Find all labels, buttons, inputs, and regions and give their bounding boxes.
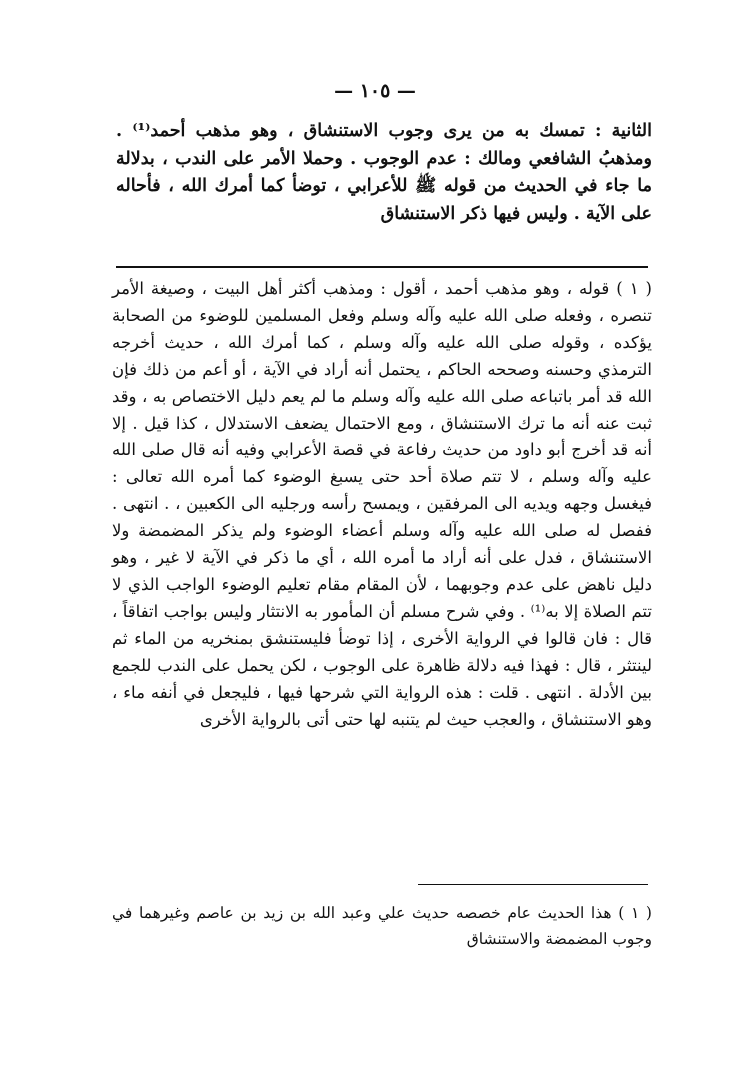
commentary-paragraph: ( ١ ) قوله ، وهو مذهب أحمد ، أقول : ومذهب أكثر أهل البيت ، وصيغة الأمر تنصره ، وفعله صلى الله عليه وآله وسلم وفعل المسلمين للوضوء من الصحابة يؤكده ، وقوله صلى الله عليه وآله وسلم ، كما أمرك الله ، حديث أخرجه الترمذي وحسنه وصححه الحاكم ، يحتمل أنه أراد في الآية ، أو أعم من ذلك فإن الله قد أمر باتباعه صلى الله عليه وآله وسلم ما لم يعم دليل الاختصاص به ، وقد ثبت عنه أنه ما ترك الاستنشاق ، ومع الاحتمال يضعف الاستدلال ، كذا قيل . إلا أنه قد أخرج أبو داود من حديث رفاعة في قصة الأعرابي وفيه أنه قال صلى الله عليه وآله وسلم ، لا تتم صلاة أحد حتى يسبغ الوضوء كما أمره الله تعالى : فيغسل وجهه ويديه الى المرفقين ، ويمسح رأسه ورجليه الى الكعبين ، . انتهى . ففصل له صلى الله عليه وآله وسلم أعضاء الوضوء ولم يذكر المضمضة ولا الاستنشاق ، فدل على أنه أراد ما أمره الله ، أي ما ذكر في الآية لا غير ، وهو دليل ناهض على عدم وجوبهما ، لأن المقام مقام تعليم الوضوء الواجب الذي لا تتم الصلاة إلا به⁽¹⁾ . وفي شرح مسلم أن المأمور به الانتثار وليس بواجب اتفاقاً ، قال : فان قالوا في الرواية الأخرى ، إذا توضأ فليستنشق بمنخريه من الماء ثم لينتثر ، قال : فهذا فيه دلالة ظاهرة على الوجوب ، لكن يحمل على الندب للجمع بين الأدلة . انتهى . قلت : هذه الرواية التي شرحها فيها ، فليجعل في أنفه ماء ، وهو الاستنشاق ، والعجب حيث لم يتنبه لها حتى أتى بالرواية الأخرى xyxy=(112,279,652,729)
footnote-paragraph: ( ١ ) هذا الحديث عام خصصه حديث علي وعبد الله بن زيد بن عاصم وغيرهما في وجوب المضمضة والاستنشاق xyxy=(112,904,652,948)
commentary-separator xyxy=(116,266,648,268)
footnote xyxy=(112,900,652,952)
page-number: — ١٠٥ — xyxy=(334,80,416,102)
main-text xyxy=(116,118,652,228)
main-paragraph: الثانية : تمسك به من يرى وجوب الاستنشاق ، وهو مذهب أحمد⁽¹⁾ . ومذهبُ الشافعي ومالك : عدم الوجوب . وحملا الأمر على الندب ، بدلالة ما جاء في الحديث من قوله ﷺ للأعرابي ، توضأ كما أمرك الله ، فأحاله على الآية . وليس فيها ذكر الاستنشاق xyxy=(116,121,652,224)
commentary-note xyxy=(112,276,652,733)
footnote-separator xyxy=(418,884,648,885)
